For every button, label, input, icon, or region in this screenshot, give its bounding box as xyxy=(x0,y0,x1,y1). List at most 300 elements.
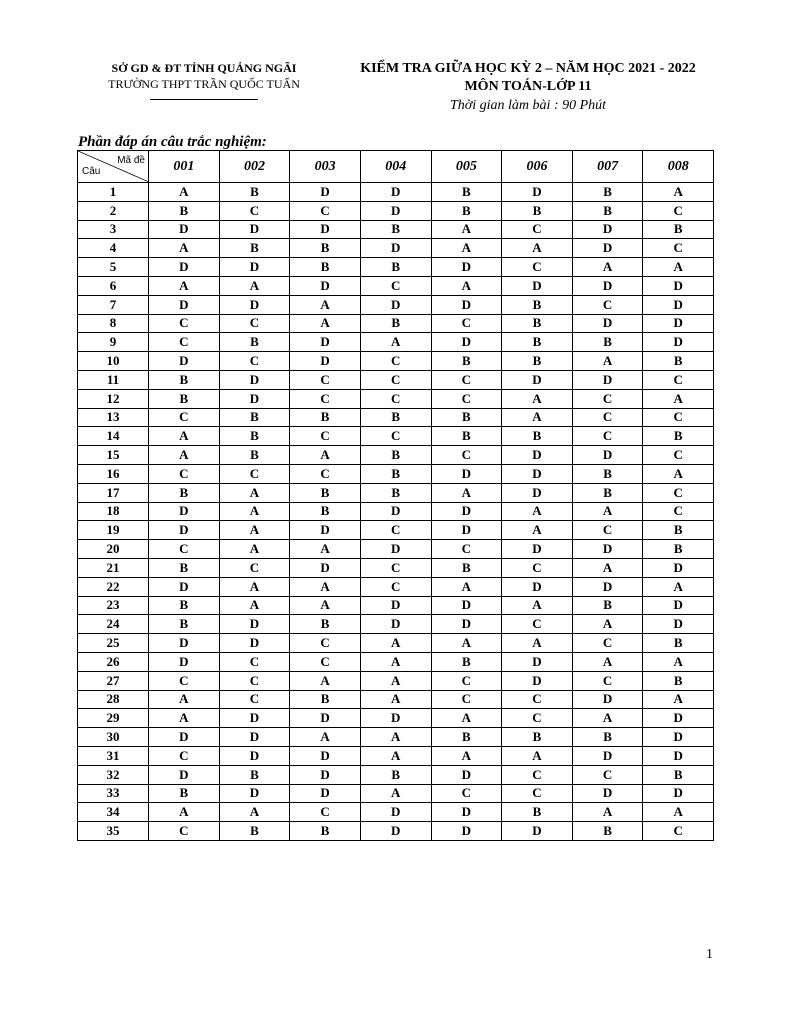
answer-cell: C xyxy=(502,784,573,803)
table-row xyxy=(78,765,714,784)
answer-cell: A xyxy=(431,220,502,239)
answer-cell: A xyxy=(431,577,502,596)
corner-header-cell xyxy=(78,151,149,183)
question-number-cell: 25 xyxy=(78,634,149,653)
answer-cell: B xyxy=(360,408,431,427)
answer-cell: B xyxy=(149,201,220,220)
code-header: 007 xyxy=(572,151,643,183)
answer-cell: A xyxy=(502,521,573,540)
answer-cell: C xyxy=(360,276,431,295)
answer-cell: A xyxy=(572,615,643,634)
answer-cell: C xyxy=(431,446,502,465)
answer-cell: D xyxy=(431,333,502,352)
table-row xyxy=(78,784,714,803)
answer-cell: A xyxy=(502,746,573,765)
table-row xyxy=(78,803,714,822)
answer-cell: C xyxy=(572,765,643,784)
answer-cell: B xyxy=(219,822,290,841)
answer-cell: D xyxy=(502,276,573,295)
answer-cell: A xyxy=(431,276,502,295)
table-header-row xyxy=(78,151,714,183)
answer-cell: D xyxy=(572,446,643,465)
answer-cell: A xyxy=(360,652,431,671)
answer-cell: A xyxy=(643,464,714,483)
answer-cell: B xyxy=(431,183,502,202)
answer-cell: B xyxy=(572,183,643,202)
department-name: SỞ GD & ĐT TỈNH QUẢNG NGÃI xyxy=(111,61,297,75)
answer-cell: D xyxy=(219,258,290,277)
table-row xyxy=(78,540,714,559)
answer-cell: B xyxy=(502,728,573,747)
answer-cell: B xyxy=(360,314,431,333)
answer-cell: D xyxy=(572,220,643,239)
answer-cell: C xyxy=(219,652,290,671)
answer-cell: B xyxy=(219,446,290,465)
answer-cell: C xyxy=(360,558,431,577)
answer-cell: B xyxy=(502,803,573,822)
answer-cell: D xyxy=(572,540,643,559)
answer-cell: D xyxy=(360,295,431,314)
answer-cell: B xyxy=(219,408,290,427)
question-number-cell: 19 xyxy=(78,521,149,540)
answer-cell: C xyxy=(360,521,431,540)
answer-cell: D xyxy=(360,201,431,220)
answer-cell: D xyxy=(290,220,361,239)
table-row xyxy=(78,483,714,502)
answer-cell: D xyxy=(290,276,361,295)
answer-cell: A xyxy=(219,803,290,822)
table-row xyxy=(78,370,714,389)
question-number-cell: 31 xyxy=(78,746,149,765)
answer-cell: D xyxy=(290,521,361,540)
answer-cell: D xyxy=(360,596,431,615)
question-number-cell: 6 xyxy=(78,276,149,295)
question-number-cell: 33 xyxy=(78,784,149,803)
answer-cell: B xyxy=(290,822,361,841)
code-header: 001 xyxy=(149,151,220,183)
answer-cell: C xyxy=(572,389,643,408)
answer-cell: D xyxy=(431,596,502,615)
answer-cell: B xyxy=(502,333,573,352)
answer-cell: B xyxy=(431,408,502,427)
answer-cell: C xyxy=(360,389,431,408)
answer-cell: C xyxy=(502,765,573,784)
table-row xyxy=(78,389,714,408)
question-number-cell: 9 xyxy=(78,333,149,352)
table-row xyxy=(78,577,714,596)
answer-cell: B xyxy=(572,822,643,841)
answer-cell: C xyxy=(431,314,502,333)
answer-cell: C xyxy=(502,558,573,577)
table-row xyxy=(78,634,714,653)
answer-cell: D xyxy=(431,822,502,841)
table-row xyxy=(78,690,714,709)
answer-cell: D xyxy=(149,352,220,371)
answer-cell: B xyxy=(502,201,573,220)
answer-cell: D xyxy=(643,314,714,333)
answer-cell: A xyxy=(572,558,643,577)
answer-cell: B xyxy=(431,352,502,371)
answer-cell: A xyxy=(219,577,290,596)
table-row xyxy=(78,558,714,577)
answer-cell: C xyxy=(431,370,502,389)
answer-cell: C xyxy=(643,822,714,841)
answer-cell: D xyxy=(502,370,573,389)
question-number-cell: 8 xyxy=(78,314,149,333)
answer-cell: C xyxy=(572,427,643,446)
answer-cell: A xyxy=(431,634,502,653)
question-number-cell: 20 xyxy=(78,540,149,559)
code-header: 004 xyxy=(360,151,431,183)
answer-cell: A xyxy=(360,690,431,709)
answer-cell: A xyxy=(643,577,714,596)
answer-cell: A xyxy=(290,540,361,559)
answer-cell: D xyxy=(643,558,714,577)
answer-cell: C xyxy=(149,333,220,352)
answer-cell: C xyxy=(149,671,220,690)
table-row xyxy=(78,239,714,258)
table-row xyxy=(78,521,714,540)
answer-cell: A xyxy=(290,596,361,615)
answer-cell: D xyxy=(290,765,361,784)
header-divider xyxy=(150,99,258,100)
answer-cell: D xyxy=(572,276,643,295)
answer-cell: D xyxy=(360,709,431,728)
answer-cell: B xyxy=(360,446,431,465)
answer-cell: A xyxy=(502,634,573,653)
question-number-cell: 28 xyxy=(78,690,149,709)
answer-cell: C xyxy=(431,690,502,709)
answer-cell: D xyxy=(502,483,573,502)
answer-cell: C xyxy=(431,671,502,690)
table-row xyxy=(78,408,714,427)
answer-cell: D xyxy=(290,558,361,577)
answer-cell: B xyxy=(643,427,714,446)
answer-cell: A xyxy=(219,596,290,615)
question-number-cell: 22 xyxy=(78,577,149,596)
answer-cell: C xyxy=(290,464,361,483)
answer-cell: D xyxy=(431,258,502,277)
answer-cell: D xyxy=(219,389,290,408)
answer-cell: B xyxy=(431,558,502,577)
answer-cell: A xyxy=(502,239,573,258)
answer-cell: B xyxy=(290,615,361,634)
answer-cell: D xyxy=(149,652,220,671)
answer-table-body xyxy=(78,183,714,841)
answer-cell: D xyxy=(643,596,714,615)
answer-cell: A xyxy=(290,446,361,465)
answer-cell: B xyxy=(643,220,714,239)
answer-cell: A xyxy=(502,596,573,615)
answer-cell: D xyxy=(431,295,502,314)
answer-cell: C xyxy=(290,803,361,822)
answer-cell: A xyxy=(502,502,573,521)
code-header: 005 xyxy=(431,151,502,183)
answer-cell: D xyxy=(572,577,643,596)
answer-cell: A xyxy=(643,389,714,408)
answer-cell: D xyxy=(502,183,573,202)
answer-cell: C xyxy=(502,709,573,728)
answer-cell: D xyxy=(149,220,220,239)
answer-cell: B xyxy=(643,540,714,559)
answer-cell: D xyxy=(502,671,573,690)
answer-cell: D xyxy=(290,784,361,803)
code-header: 006 xyxy=(502,151,573,183)
header-right xyxy=(338,60,718,116)
answer-cell: D xyxy=(219,746,290,765)
answer-cell: C xyxy=(149,314,220,333)
answer-cell: C xyxy=(643,446,714,465)
answer-cell: C xyxy=(360,370,431,389)
answer-cell: D xyxy=(360,502,431,521)
answer-cell: D xyxy=(360,803,431,822)
table-row xyxy=(78,276,714,295)
answer-cell: B xyxy=(643,352,714,371)
answer-cell: C xyxy=(431,389,502,408)
answer-cell: B xyxy=(219,333,290,352)
question-number-cell: 17 xyxy=(78,483,149,502)
answer-cell: A xyxy=(149,183,220,202)
question-number-cell: 12 xyxy=(78,389,149,408)
answer-cell: A xyxy=(219,521,290,540)
answer-cell: C xyxy=(290,634,361,653)
school-name: TRƯỜNG THPT TRẦN QUỐC TUẤN xyxy=(108,77,300,91)
answer-cell: A xyxy=(360,784,431,803)
question-number-cell: 2 xyxy=(78,201,149,220)
table-row xyxy=(78,671,714,690)
answer-cell: B xyxy=(643,521,714,540)
answer-cell: A xyxy=(643,690,714,709)
code-header: 003 xyxy=(290,151,361,183)
answer-cell: D xyxy=(431,502,502,521)
answer-cell: C xyxy=(502,258,573,277)
answer-cell: D xyxy=(502,464,573,483)
answer-cell: A xyxy=(290,295,361,314)
answer-cell: A xyxy=(219,540,290,559)
answer-cell: B xyxy=(572,333,643,352)
answer-cell: C xyxy=(643,483,714,502)
question-number-cell: 13 xyxy=(78,408,149,427)
answer-cell: D xyxy=(360,183,431,202)
answer-cell: D xyxy=(219,295,290,314)
answer-cell: D xyxy=(572,690,643,709)
answer-cell: C xyxy=(643,370,714,389)
corner-label-code: Mã đề xyxy=(117,155,145,166)
answer-cell: C xyxy=(360,577,431,596)
answer-cell: D xyxy=(431,615,502,634)
exam-title: KIỂM TRA GIỮA HỌC KỲ 2 – NĂM HỌC 2021 - 2022 xyxy=(360,61,696,76)
answer-cell: B xyxy=(290,258,361,277)
table-row xyxy=(78,615,714,634)
answer-cell: D xyxy=(360,615,431,634)
code-header: 008 xyxy=(643,151,714,183)
answer-cell: B xyxy=(502,314,573,333)
answer-cell: A xyxy=(643,652,714,671)
answer-cell: B xyxy=(149,389,220,408)
answer-cell: D xyxy=(149,765,220,784)
page-number: 1 xyxy=(706,947,713,962)
answer-cell: A xyxy=(360,333,431,352)
answer-cell: B xyxy=(431,427,502,446)
answer-cell: B xyxy=(431,201,502,220)
question-number-cell: 26 xyxy=(78,652,149,671)
answer-cell: A xyxy=(149,803,220,822)
answer-cell: D xyxy=(290,333,361,352)
answer-cell: C xyxy=(290,389,361,408)
answer-cell: D xyxy=(290,183,361,202)
answer-cell: A xyxy=(360,728,431,747)
answer-cell: C xyxy=(643,502,714,521)
answer-cell: A xyxy=(219,276,290,295)
answer-cell: D xyxy=(502,822,573,841)
answer-cell: A xyxy=(149,709,220,728)
answer-cell: D xyxy=(431,521,502,540)
answer-cell: A xyxy=(149,690,220,709)
table-row xyxy=(78,822,714,841)
answer-cell: A xyxy=(431,483,502,502)
answer-cell: B xyxy=(572,464,643,483)
answer-cell: A xyxy=(572,709,643,728)
answer-cell: D xyxy=(572,746,643,765)
question-number-cell: 24 xyxy=(78,615,149,634)
answer-cell: C xyxy=(219,671,290,690)
answer-cell: D xyxy=(643,276,714,295)
answer-cell: C xyxy=(219,464,290,483)
exam-time: Thời gian làm bài : 90 Phút xyxy=(449,98,607,113)
answer-cell: A xyxy=(219,502,290,521)
answer-cell: B xyxy=(431,728,502,747)
corner-label-question: Câu xyxy=(82,166,101,177)
answer-cell: D xyxy=(572,784,643,803)
answer-cell: C xyxy=(290,201,361,220)
question-number-cell: 4 xyxy=(78,239,149,258)
answer-cell: D xyxy=(149,521,220,540)
answer-cell: A xyxy=(643,803,714,822)
table-row xyxy=(78,352,714,371)
answer-cell: C xyxy=(290,427,361,446)
question-number-cell: 3 xyxy=(78,220,149,239)
answer-cell: D xyxy=(431,464,502,483)
answer-cell: D xyxy=(149,634,220,653)
answer-cell: B xyxy=(572,728,643,747)
question-number-cell: 15 xyxy=(78,446,149,465)
answer-cell: A xyxy=(360,671,431,690)
answer-cell: B xyxy=(643,634,714,653)
answer-cell: D xyxy=(572,239,643,258)
answer-cell: B xyxy=(149,784,220,803)
answer-cell: C xyxy=(219,201,290,220)
answer-cell: A xyxy=(572,352,643,371)
answer-cell: D xyxy=(643,746,714,765)
answer-cell: B xyxy=(572,201,643,220)
answer-cell: B xyxy=(643,671,714,690)
table-row xyxy=(78,258,714,277)
answer-cell: C xyxy=(643,408,714,427)
answer-cell: C xyxy=(502,690,573,709)
answer-cell: C xyxy=(502,615,573,634)
answer-cell: A xyxy=(431,709,502,728)
answer-cell: B xyxy=(149,483,220,502)
answer-cell: D xyxy=(219,220,290,239)
answer-cell: B xyxy=(219,239,290,258)
answer-cell: C xyxy=(360,352,431,371)
answer-cell: D xyxy=(643,295,714,314)
answer-table xyxy=(77,150,714,841)
table-row xyxy=(78,502,714,521)
question-number-cell: 30 xyxy=(78,728,149,747)
answer-cell: C xyxy=(219,690,290,709)
answer-cell: A xyxy=(572,652,643,671)
answer-cell: B xyxy=(149,615,220,634)
answer-cell: D xyxy=(431,765,502,784)
question-number-cell: 21 xyxy=(78,558,149,577)
answer-cell: B xyxy=(290,239,361,258)
answer-cell: A xyxy=(572,258,643,277)
answer-cell: B xyxy=(360,483,431,502)
table-row xyxy=(78,333,714,352)
answer-cell: D xyxy=(219,728,290,747)
answer-cell: B xyxy=(360,220,431,239)
answer-cell: D xyxy=(219,615,290,634)
answer-cell: C xyxy=(149,540,220,559)
answer-cell: C xyxy=(149,822,220,841)
question-number-cell: 10 xyxy=(78,352,149,371)
answer-cell: B xyxy=(360,464,431,483)
answer-cell: C xyxy=(431,784,502,803)
answer-cell: B xyxy=(502,427,573,446)
answer-cell: A xyxy=(360,746,431,765)
answer-cell: D xyxy=(360,239,431,258)
answer-cell: A xyxy=(572,803,643,822)
answer-cell: C xyxy=(572,634,643,653)
question-number-cell: 32 xyxy=(78,765,149,784)
answer-cell: A xyxy=(149,239,220,258)
answer-cell: C xyxy=(149,746,220,765)
answer-cell: C xyxy=(219,314,290,333)
header-left xyxy=(78,60,330,100)
answer-cell: A xyxy=(290,314,361,333)
answer-cell: B xyxy=(149,558,220,577)
question-number-cell: 16 xyxy=(78,464,149,483)
answer-cell: D xyxy=(290,746,361,765)
answer-cell: A xyxy=(431,239,502,258)
answer-cell: C xyxy=(572,408,643,427)
answer-cell: D xyxy=(431,803,502,822)
answer-cell: C xyxy=(360,427,431,446)
subject-title: MÔN TOÁN-LỚP 11 xyxy=(464,79,592,94)
table-row xyxy=(78,746,714,765)
answer-cell: D xyxy=(219,634,290,653)
answer-cell: D xyxy=(149,728,220,747)
section-label: Phần đáp án câu trắc nghiệm: xyxy=(78,134,267,150)
answer-cell: C xyxy=(431,540,502,559)
answer-cell: D xyxy=(149,502,220,521)
answer-cell: D xyxy=(572,314,643,333)
question-number-cell: 1 xyxy=(78,183,149,202)
answer-cell: A xyxy=(290,728,361,747)
answer-cell: D xyxy=(149,258,220,277)
answer-cell: A xyxy=(502,408,573,427)
question-number-cell: 18 xyxy=(78,502,149,521)
answer-cell: B xyxy=(502,352,573,371)
answer-cell: A xyxy=(149,446,220,465)
table-row xyxy=(78,464,714,483)
table-row xyxy=(78,220,714,239)
answer-cell: A xyxy=(149,427,220,446)
code-header: 002 xyxy=(219,151,290,183)
answer-cell: D xyxy=(149,295,220,314)
answer-cell: D xyxy=(643,728,714,747)
